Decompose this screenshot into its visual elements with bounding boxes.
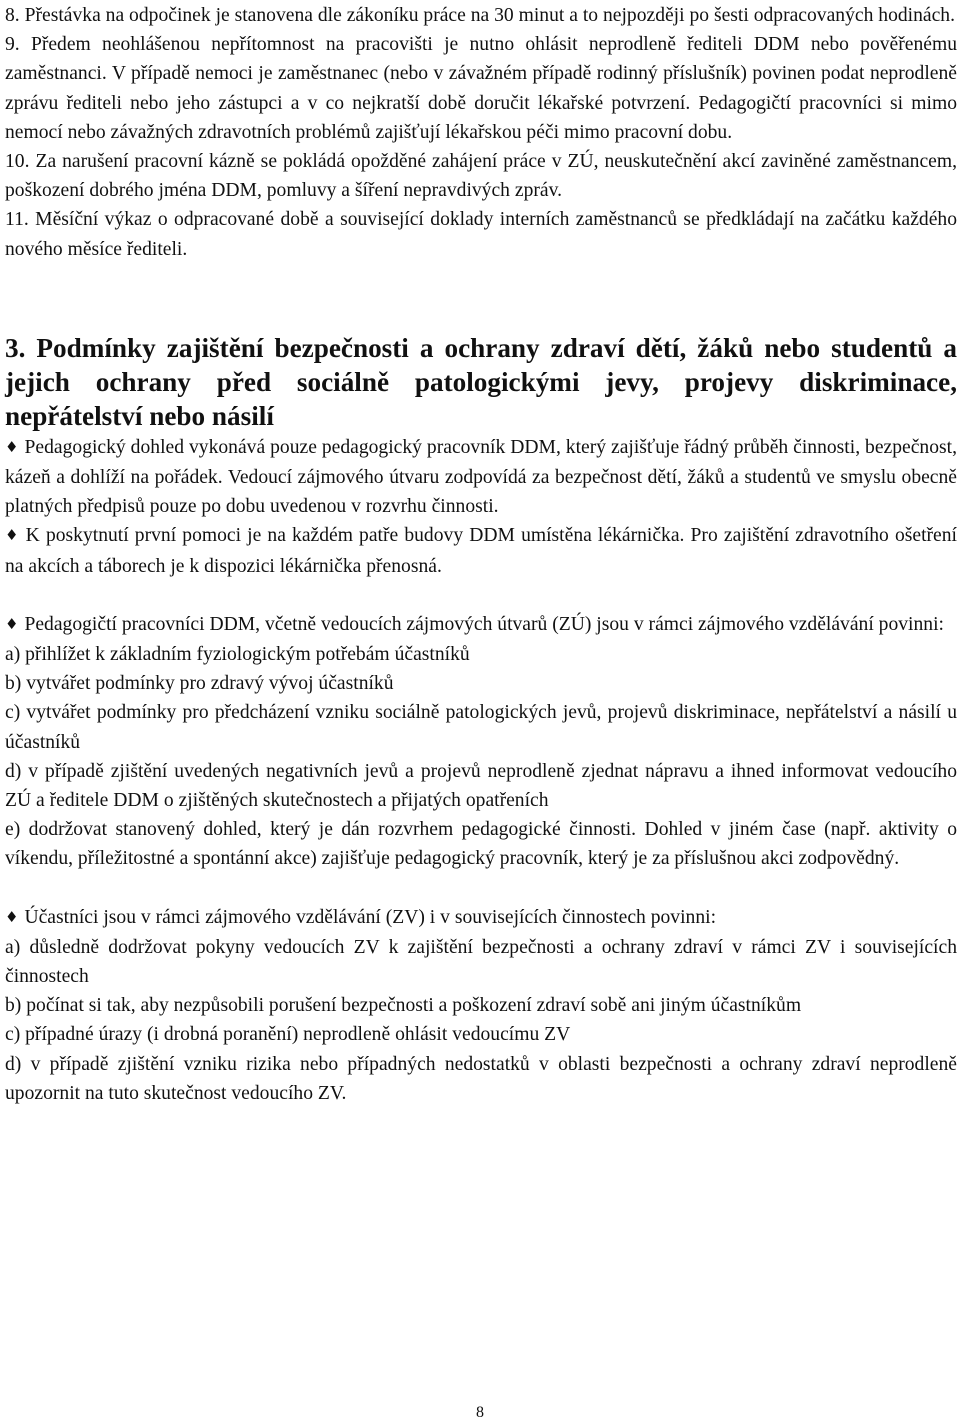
bullet-text: K poskytnutí první pomoci je na každém patře budovy DDM umístěna lékárnička. Pro zajištění zdravotního ošetření na akcích a táborech je k dispozici lékárnička přenosná. [5,525,957,577]
list-item: b) počínat si tak, aby nezpůsobili porušení bezpečnosti a poškození zdraví sobě ani jiným účastníkům [5,995,802,1017]
diamond-bullet-icon: ♦ [5,526,20,545]
list-item: a) přihlížet k základním fyziologickým potřebám účastníků [5,644,470,666]
staff-duties-block [5,610,957,874]
diamond-bullet-icon: ♦ [5,437,19,456]
list-item: a) důsledně dodržovat pokyny vedoucích ZV k zajištění bezpečnosti a ochrany zdraví v rámci ZV i souvisejících činnostech [5,936,957,988]
list-item: c) případné úrazy (i drobná poranění) neprodleně ohlásit vedoucímu ZV [5,1024,571,1046]
diamond-bullet-icon: ♦ [5,614,19,633]
section-3-heading: 3. Podmínky zajištění bezpečnosti a ochrany zdraví dětí, žáků nebo studentů a jejich ochrany před sociálně patologickými jevy, projevy diskriminace, nepřátelství nebo násilí [5,332,957,431]
bullet-paragraph [5,610,957,640]
bullet-text: Pedagogičtí pracovníci DDM, včetně vedoucích zájmových útvarů (ZÚ) jsou v rámci zájmového vzdělávání povinni: [24,613,944,635]
page-number: 8 [476,1404,484,1421]
list-item: d) v případě zjištění vzniku rizika nebo případných nedostatků v oblasti bezpečnosti a ochrany zdraví neprodleně upozornit na tuto skutečnost vedoucího ZV. [5,1053,957,1104]
paragraph-spacer [5,581,957,610]
rule-item-10: 10. Za narušení pracovní kázně se pokládá opožděné zahájení práce v ZÚ, neuskutečnění akcí zaviněné zaměstnancem, poškození dobrého jména DDM, pomluvy a šíření nepravdivých zpráv. [5,151,957,202]
bullet-text: Účastníci jsou v rámci zájmového vzdělávání (ZV) i v souvisejících činnostech povinni: [24,906,717,928]
list-item: c) vytvářet podmínky pro předcházení vzniku sociálně patologických jevů, projevů diskriminace, nepřátelství a násilí u účastníků [5,702,957,753]
continued-rules-list [5,0,957,264]
bullet-text: Pedagogický dohled vykonává pouze pedagogický pracovník DDM, který zajišťuje řádný průběh činnosti, bezpečnost, kázeň a dohlíží na pořádek. Vedoucí zájmového útvaru zodpovídá za bezpečnost dětí, žáků a studentů ve smyslu obecně platných předpisů pouze po dobu uvedenou v rozvrhu činnosti. [5,436,957,518]
rule-item-11: 11. Měsíční výkaz o odpracované době a související doklady interních zaměstnanců se předkládají na začátku každého nového měsíce řediteli. [5,209,957,260]
paragraph-spacer [5,874,957,903]
list-item: d) v případě zjištění uvedených negativních jevů a projevů neprodleně zjednat nápravu a ihned informovat vedoucího ZÚ a ředitele DDM o zjištěných skutečnostech a přijatých opatřeních [5,760,957,812]
list-item: b) vytvářet podmínky pro zdravý vývoj účastníků [5,673,394,695]
participant-duties-block [5,903,957,1108]
rule-item-8: 8. Přestávka na odpočinek je stanovena dle zákoníku práce na 30 minut a to nejpozději po šesti odpracovaných hodinách. [5,5,956,26]
document-page [5,0,957,1108]
bullet-paragraph [5,521,957,580]
bullet-paragraph [5,903,957,933]
list-item: e) dodržovat stanovený dohled, který je dán rozvrhem pedagogické činnosti. Dohled v jiném čase (např. aktivity o víkendu, příležitostné a spontánní akce) zajišťuje pedagogický pracovník, který je za příslušnou akci zodpovědný. [5,819,957,870]
diamond-bullet-icon: ♦ [5,907,19,926]
bullet-paragraph [5,433,957,522]
rule-item-9: 9. Předem neohlášenou nepřítomnost na pracovišti je nutno ohlásit neprodleně řediteli DDM nebo pověřenému zaměstnanci. V případě nemoci je zaměstnanec (nebo v závažném případě rodinný příslušník) povinen podat neprodleně zprávu řediteli nebo jeho zástupci a v co nejkratší době doručit lékařské potvrzení. Pedagogičtí pracovníci si mimo nemocí nebo závažných zdravotních problémů zajišťují lékařskou péči mimo pracovní dobu. [5,34,957,143]
